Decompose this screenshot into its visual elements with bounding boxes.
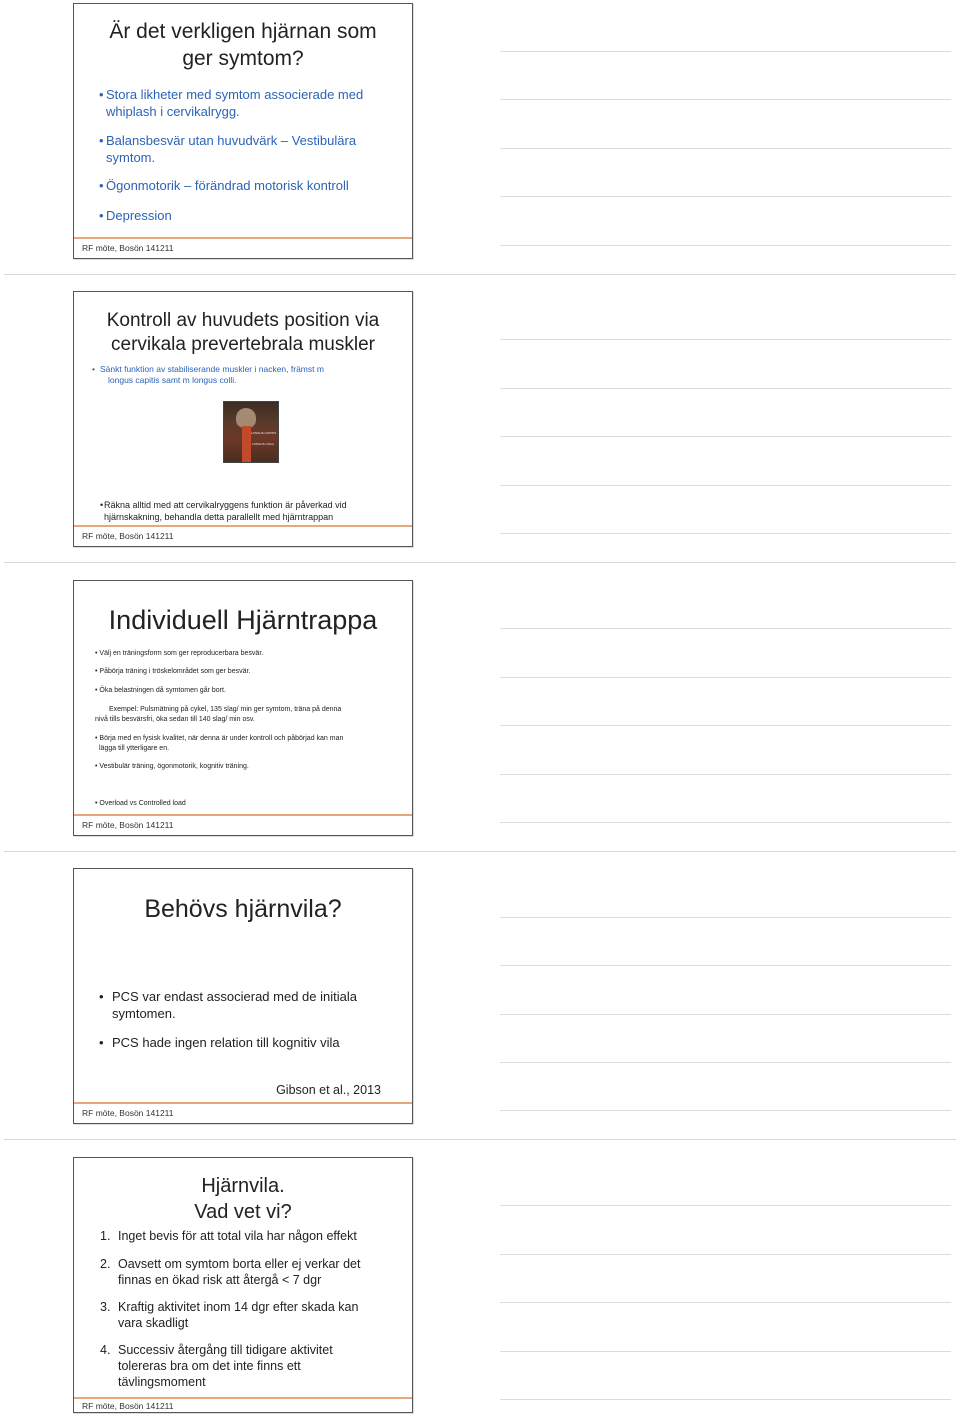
slide-4: [73, 868, 413, 1124]
footer-line: [74, 1102, 412, 1104]
notes-area: [500, 0, 951, 1414]
slide-footer: RF möte, Bosön 141211: [82, 1108, 174, 1118]
bullet-item: • PCS hade ingen relation till kognitiv vila: [99, 1035, 340, 1050]
bullet-item: • Sänkt funktion av stabiliserande muskler i nacken, främst m longus capitis samt m longus colli.: [92, 364, 324, 385]
bullet-item: • Vestibulär träning, ögonmotorik, kognitiv träning.: [95, 763, 249, 770]
bullet-item: • Öka belastningen då symtomen går bort.: [95, 687, 226, 694]
bullet-item: • Påbörja träning i tröskelområdet som ger besvär.: [95, 668, 251, 675]
footer-line: [74, 525, 412, 527]
bullet-item: • Ögonmotorik – förändrad motorisk kontroll: [106, 178, 349, 193]
example-text: Exempel: Pulsmätning på cykel, 135 slag/ min ger symtom, träna på denna nivå tills besvärsfri, öka sedan till 140 slag/ min osv.: [95, 706, 342, 723]
bullet-item: • Stora likheter med symtom associerade med whiplash i cervikalrygg.: [106, 86, 363, 120]
slide-title: Kontroll av huvudets position via cervikala prevertebrala muskler: [106, 310, 380, 355]
numbered-item: 1. Inget bevis för att total vila har någon effekt: [100, 1229, 357, 1243]
bullet-item: • Balansbesvär utan huvudvärk – Vestibulära symtom.: [106, 132, 356, 166]
bullet-item: • Depression: [106, 208, 172, 223]
slide-2: [73, 291, 413, 547]
bullet-item: • Räkna alltid med att cervikalryggens funktion är påverkad vid hjärnskakning, behandla detta parallellt med hjärntrappan: [100, 500, 347, 522]
bullet-item: • Overload vs Controlled load: [95, 800, 186, 807]
neck-muscle-image: LONGUS CAPITIS LONGUS COLLI: [223, 401, 279, 463]
footer-line: [74, 814, 412, 816]
slide-title: Hjärnvila. Vad vet vi?: [194, 1175, 292, 1223]
slide-footer: RF möte, Bosön 141211: [82, 820, 174, 830]
numbered-item: 2. Oavsett om symtom borta eller ej verkar det finnas en ökad risk att återgå < 7 dgr: [100, 1257, 361, 1287]
bullet-item: • Börja med en fysisk kvalitet, när denna är under kontroll och påbörjad kan man lägga till ytterligare en.: [95, 735, 344, 752]
bullet-item: • Välj en träningsform som ger reproducerbara besvär.: [95, 650, 264, 657]
slide-title: Individuell Hjärntrappa: [108, 605, 378, 635]
slide-5: [73, 1157, 413, 1413]
numbered-item: 3. Kraftig aktivitet inom 14 dgr efter skada kan vara skadligt: [100, 1300, 359, 1330]
slide-footer: RF möte, Bosön 141211: [82, 531, 174, 541]
numbered-item: 4. Successiv återgång till tidigare aktivitet tolereras bra om det inte finns ett tävlingsmoment: [100, 1343, 333, 1389]
bullet-item: • PCS var endast associerad med de initiala symtomen.: [99, 989, 357, 1021]
citation: Gibson et al., 2013: [276, 1083, 381, 1097]
slide-1: [73, 3, 413, 259]
footer-line: [74, 1397, 412, 1399]
slide-footer: RF möte, Bosön 141211: [82, 1401, 174, 1411]
slide-title: Behövs hjärnvila?: [144, 895, 342, 923]
slide-footer: RF möte, Bosön 141211: [82, 243, 174, 253]
footer-line: [74, 237, 412, 239]
slide-title: Är det verkligen hjärnan som ger symtom?: [109, 20, 377, 70]
slide-3: [73, 580, 413, 836]
